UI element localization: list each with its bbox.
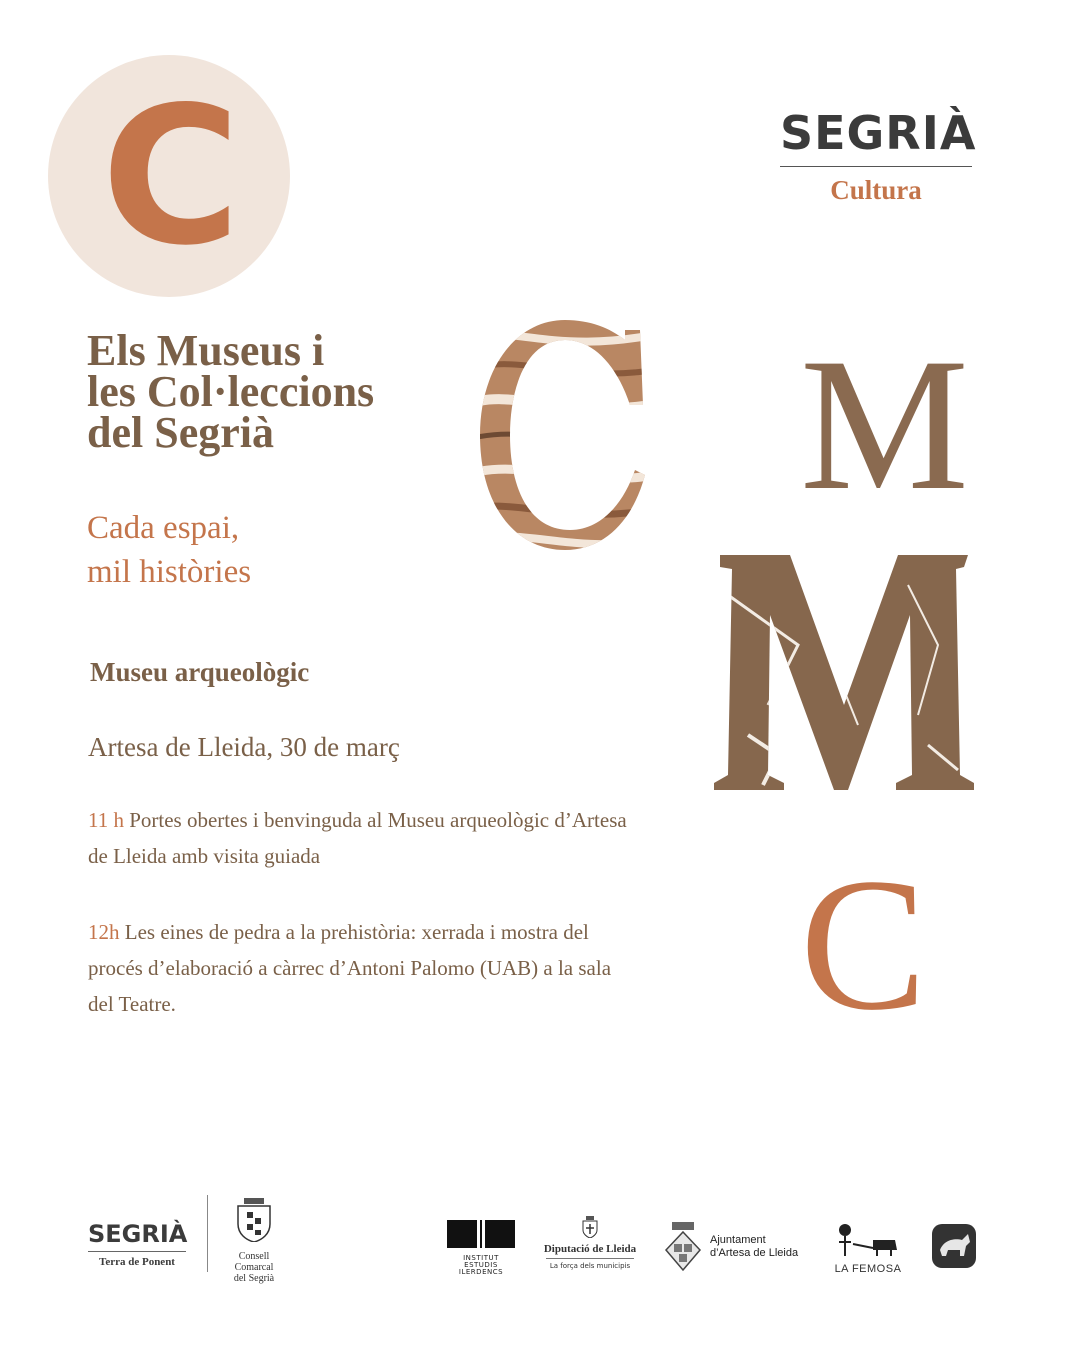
program-text: procés d’elaboració a càrrec d’Antoni Palomo (UAB) a la sala [88,956,612,980]
logo-circle [48,55,290,297]
grup-animal-emblem-icon [930,1222,978,1270]
logo-diputacio-lleida [540,1216,640,1270]
program-text: de Lleida amb visita guiada [88,844,321,868]
consell-shield-icon [234,1198,274,1242]
iei-line-3: ILERDENCS [458,1268,504,1276]
consell-line-1: Consell Comarcal [234,1251,274,1273]
logo-segria-sub: Terra de Ponent [99,1256,175,1268]
logo-ajuntament-artesa [664,1222,814,1272]
diputacio-crest-icon [582,1216,598,1238]
subtitle-line-1: Cada espai, [87,510,240,546]
logo-segria-terra-de-ponent [88,1222,186,1268]
decorative-letter-c-textured [465,310,675,560]
program-text: del Teatre. [88,992,176,1016]
logo-la-femosa [832,1222,904,1275]
femosa-name: LA FEMOSA [834,1263,902,1275]
femosa-figure-icon [833,1222,903,1258]
artesa-shield-icon [664,1222,702,1272]
program-hour: 11 h [88,808,124,832]
program-text: Les eines de pedra a la prehistòria: xerrada i mostra del [119,920,589,944]
footer-divider [207,1195,208,1272]
logo-letter: C [101,65,237,287]
logo-segria-name: SEGRIÀ [88,1220,188,1248]
diputacio-tagline: La força dels municipis [549,1262,631,1270]
brand-name: SEGRIÀ [780,106,977,160]
program-item [88,802,758,874]
iei-line-2: ESTUDIS [464,1261,498,1269]
title-line-3: del Segrià [87,408,274,457]
museum-name: Museu arqueològic [90,657,310,687]
logo-divider [546,1258,634,1259]
iei-mark-icon [447,1220,515,1248]
decorative-letter-c-thin: C [800,840,927,1050]
diputacio-name: Diputació de Lleida [543,1243,637,1255]
artesa-line-2: d’Artesa de Lleida [710,1247,799,1259]
decorative-letter-m-textured [708,555,980,790]
title-line-1: Els Museus i [87,326,325,375]
iei-line-1: INSTITUT [463,1254,499,1262]
brand-sub: Cultura [830,175,922,205]
artesa-line-1: Ajuntament [710,1234,766,1246]
decorative-letter-m-thin: M [800,320,969,530]
program-hour: 12h [88,920,120,944]
subtitle-line-2: mil històries [87,554,252,590]
program-text: Portes obertes i benvinguda al Museu arqueològic d’Artesa [123,808,627,832]
logo-grup-recerques [928,1222,980,1275]
place-date: Artesa de Lleida, 30 de març [88,732,400,762]
program-item [88,914,758,1022]
logo-divider [88,1251,186,1252]
title-line-2: les Col·leccions [87,367,375,416]
logo-institut-estudis-ilerdencs [447,1220,515,1276]
brand-segria-cultura [780,106,977,206]
brand-divider [780,166,972,167]
logo-consell-comarcal [228,1198,280,1284]
consell-line-2: del Segrià [233,1273,275,1284]
page-title [87,326,457,457]
subtitle [87,506,387,594]
